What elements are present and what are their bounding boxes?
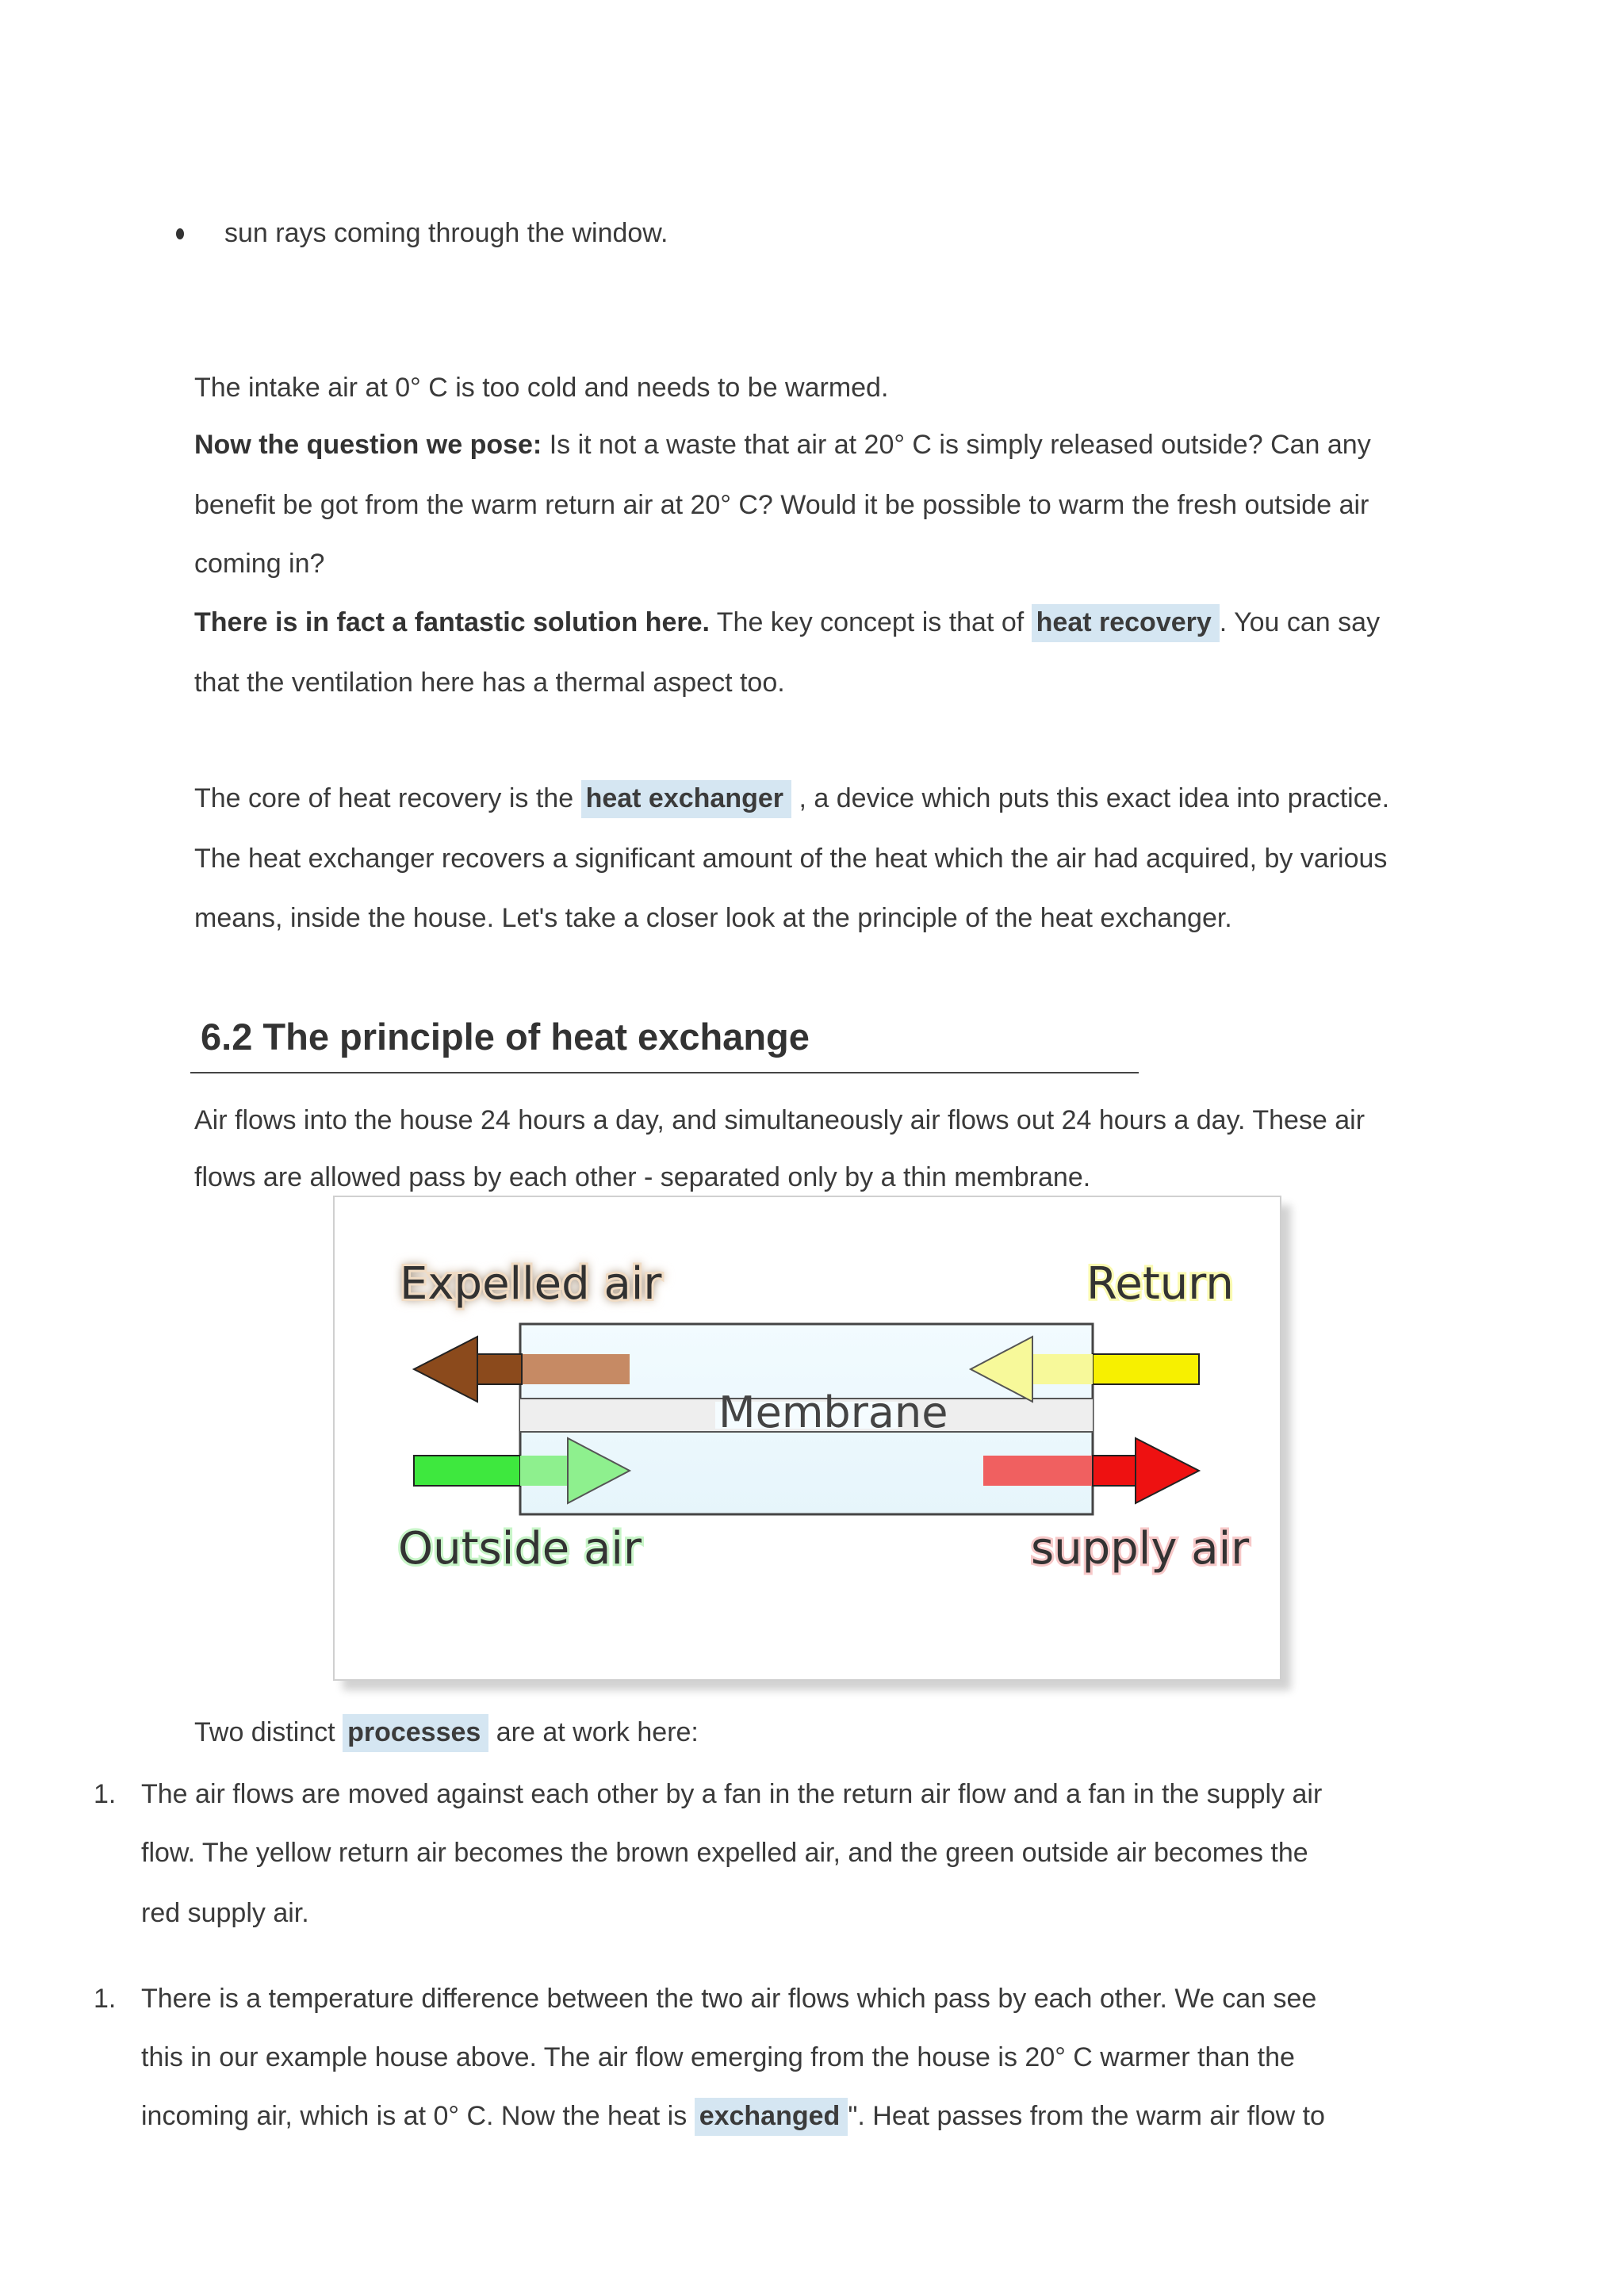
outside-air-label: Outside air [398, 1523, 642, 1575]
expelled-air-label: Expelled air [400, 1258, 662, 1310]
list-item-2-line2: this in our example house above. The air flow emerging from the house is 20° C warmer than the [141, 2042, 1295, 2072]
list-number-2: 1. [94, 1984, 117, 2014]
expelled-arrow-light [520, 1354, 630, 1384]
solution-lead: There is in fact a fantastic solution here. [194, 607, 710, 637]
paragraph-heat-exchanger-line2: The heat exchanger recovers a significant amount of the heat which the air had acquired, by various [194, 844, 1388, 874]
heat-exchange-diagram [333, 1196, 1281, 1681]
diagram-canvas [335, 1197, 1280, 1679]
paragraph-heat-exchanger [194, 783, 1389, 814]
processes-text: Two distinct [194, 1717, 343, 1747]
list-item-2-line3 [141, 2101, 1325, 2132]
supply-arrow-light [983, 1456, 1093, 1486]
list-item-1-line1: The air flows are moved against each other by a fan in the return air flow and a fan in the supply air [141, 1779, 1323, 1809]
section-heading: 6.2 The principle of heat exchange [201, 1016, 810, 1058]
list-number-1: 1. [94, 1779, 117, 1809]
supply-air-label: supply air [1031, 1523, 1250, 1575]
paragraph-air-flows-line2: flows are allowed pass by each other - separated only by a thin membrane. [194, 1162, 1091, 1192]
paragraph-question-line2: benefit be got from the warm return air at 20° C? Would it be possible to warm the fresh outside air [194, 490, 1369, 520]
expelled-arrow-head [414, 1337, 477, 1402]
bullet-dot [176, 228, 184, 239]
outside-arrow-shaft [414, 1456, 520, 1486]
processes-text-after: are at work here: [488, 1717, 699, 1747]
paragraph-question [194, 430, 1371, 461]
paragraph-air-flows: Air flows into the house 24 hours a day, and simultaneously air flows out 24 hours a day. These air [194, 1105, 1365, 1135]
return-arrow-light [1032, 1354, 1093, 1384]
return-label: Return [1086, 1258, 1234, 1310]
return-arrow-shaft [1093, 1354, 1199, 1384]
paragraph-processes [194, 1717, 699, 1748]
list-item-2-line1: There is a temperature difference between the two air flows which pass by each other. We can see [141, 1984, 1317, 2014]
paragraph-intake-air: The intake air at 0° C is too cold and needs to be warmed. [194, 373, 889, 403]
paragraph-question-line3: coming in? [194, 549, 325, 579]
supply-arrow-head [1136, 1438, 1199, 1503]
question-text: Is it not a waste that air at 20° C is simply released outside? Can any [542, 430, 1371, 460]
solution-text: The key concept is that of [709, 607, 1032, 637]
keyword-exchanged[interactable]: exchanged [695, 2098, 848, 2136]
exchanger-text: The core of heat recovery is the [194, 783, 581, 813]
bullet-text: sun rays coming through the window. [224, 218, 668, 248]
membrane-label: Membrane [718, 1387, 948, 1437]
exchanger-text-after: , a device which puts this exact idea into practice. [791, 783, 1390, 813]
question-lead: Now the question we pose: [194, 430, 542, 460]
heading-rule [190, 1072, 1139, 1073]
list-item-2-text-after: ". Heat passes from the warm air flow to [848, 2101, 1325, 2131]
list-item-1-line3: red supply air. [141, 1898, 309, 1928]
keyword-processes[interactable]: processes [343, 1714, 488, 1752]
list-item-1-line2: flow. The yellow return air becomes the brown expelled air, and the green outside air becomes the [141, 1838, 1308, 1868]
keyword-heat-exchanger[interactable]: heat exchanger [581, 780, 791, 818]
paragraph-heat-exchanger-line3: means, inside the house. Let's take a closer look at the principle of the heat exchanger. [194, 903, 1232, 933]
paragraph-solution-line2: that the ventilation here has a thermal aspect too. [194, 668, 785, 698]
expelled-arrow-shaft [477, 1354, 522, 1384]
supply-arrow-shaft [1093, 1456, 1136, 1486]
paragraph-solution [194, 607, 1380, 638]
solution-text-after: . You can say [1219, 607, 1381, 637]
keyword-heat-recovery[interactable]: heat recovery [1032, 604, 1220, 642]
list-item-2-text: incoming air, which is at 0° C. Now the heat is [141, 2101, 695, 2131]
outside-arrow-light [520, 1456, 568, 1486]
